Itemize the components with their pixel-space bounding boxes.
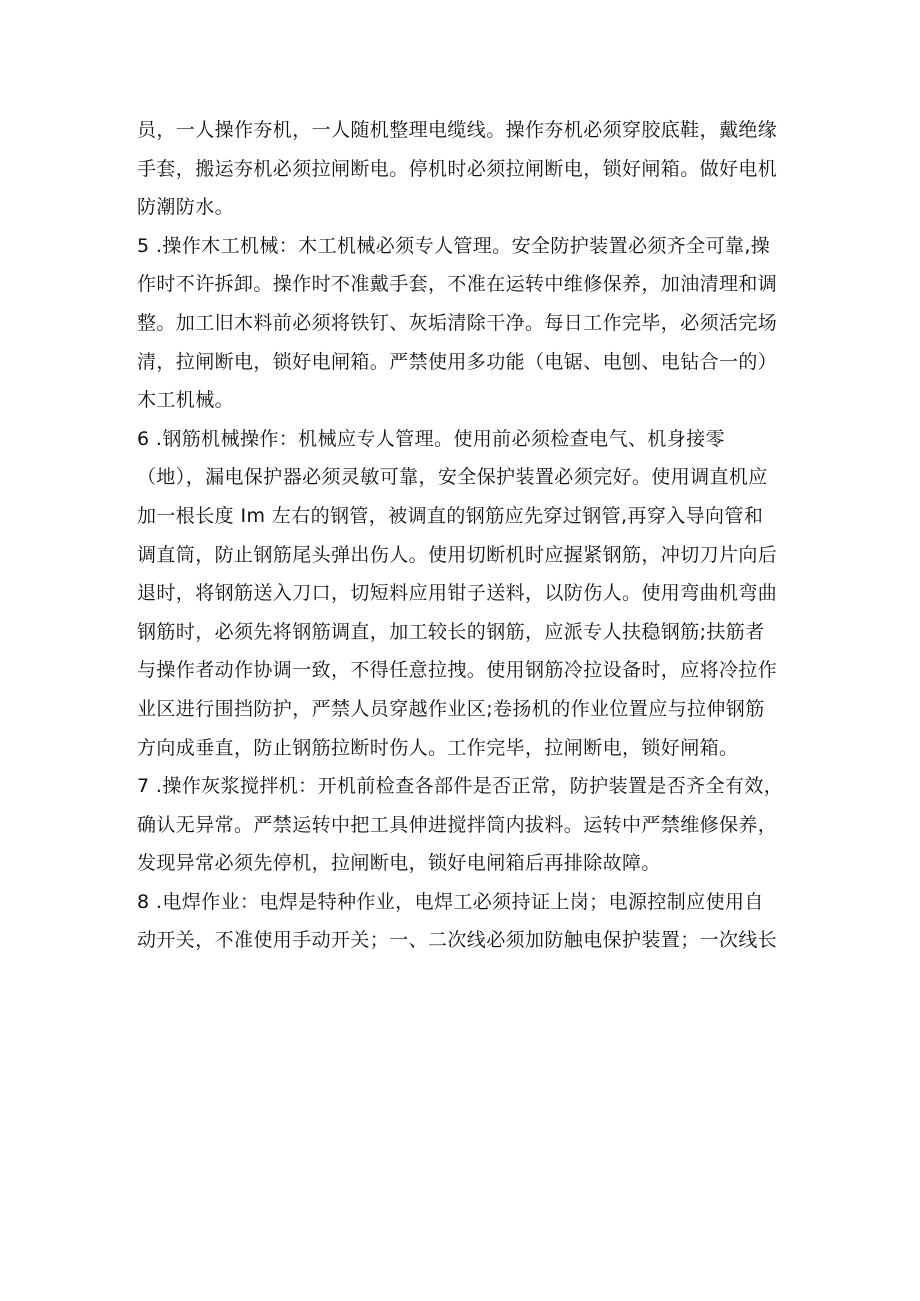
- text-line: 防潮防水。: [137, 196, 235, 219]
- text-line: 作时不许拆卸。操作时不准戴手套，不准在运转中维修保养，加油清理和调: [137, 273, 778, 296]
- text-line: 与操作者动作协调一致，不得任意拉拽。使用钢筋冷拉设备时，应将冷拉作: [137, 659, 778, 682]
- text-line: 7 .操作灰浆搅拌机：开机前检查各部件是否正常，防护装置是否齐全有效，: [137, 775, 784, 798]
- text-line: 方向成垂直，防止钢筋拉断时伤人。工作完毕，拉闸断电，锁好闸箱。: [137, 736, 739, 759]
- text-line: 动开关，不准使用手动开关；一、二次线必须加防触电保护装置；一次线长: [137, 929, 778, 952]
- text-line: 业区进行围挡防护，严禁人员穿越作业区;卷扬机的作业位置应与拉伸钢筋: [137, 697, 765, 720]
- text-line: 6 .钢筋机械操作：机械应专人管理。使用前必须检查电气、机身接零: [137, 427, 725, 450]
- body-text: [137, 111, 802, 960]
- text-line: 发现异常必须先停机，拉闸断电，锁好电闸箱后再排除故障。: [137, 852, 661, 875]
- text-line: 加一根长度 Im 左右的钢管，被调直的钢筋应先穿过钢管,再穿入导向管和: [137, 504, 764, 527]
- text-line: 木工机械。: [137, 389, 235, 412]
- text-line: 整。加工旧木料前必须将铁钉、灰垢清除干净。每日工作完毕，必须活完场: [137, 311, 778, 334]
- text-line: 8 .电焊作业：电焊是特种作业，电焊工必须持证上岗；电源控制应使用自: [137, 890, 764, 913]
- text-line: （地），漏电保护器必须灵敏可靠，安全保护装置必须完好。使用调直机应: [137, 466, 768, 489]
- text-line: 调直筒，防止钢筋尾头弹出伤人。使用切断机时应握紧钢筋，冲切刀片向后: [137, 543, 778, 566]
- text-line: 手套，搬运夯机必须拉闸断电。停机时必须拉闸断电，锁好闸箱。做好电机: [137, 157, 778, 180]
- text-line: 退时，将钢筋送入刀口，切短料应用钳子送料，以防伤人。使用弯曲机弯曲: [137, 582, 778, 605]
- text-line: 员，一人操作夯机，一人随机整理电缆线。操作夯机必须穿胶底鞋，戴绝缘: [137, 119, 778, 141]
- text-line: 清，拉闸断电，锁好电闸箱。严禁使用多功能（电锯、电刨、电钻合一的）: [137, 350, 778, 373]
- text-line: 5 .操作木工机械：木工机械必须专人管理。安全防护装置必须齐全可靠,操: [137, 234, 771, 257]
- text-line: 钢筋时，必须先将钢筋调直，加工较长的钢筋，应派专人扶稳钢筋;扶筋者: [137, 620, 765, 643]
- text-line: 确认无异常。严禁运转中把工具伸进搅拌筒内拔料。运转中严禁维修保养，: [137, 813, 778, 836]
